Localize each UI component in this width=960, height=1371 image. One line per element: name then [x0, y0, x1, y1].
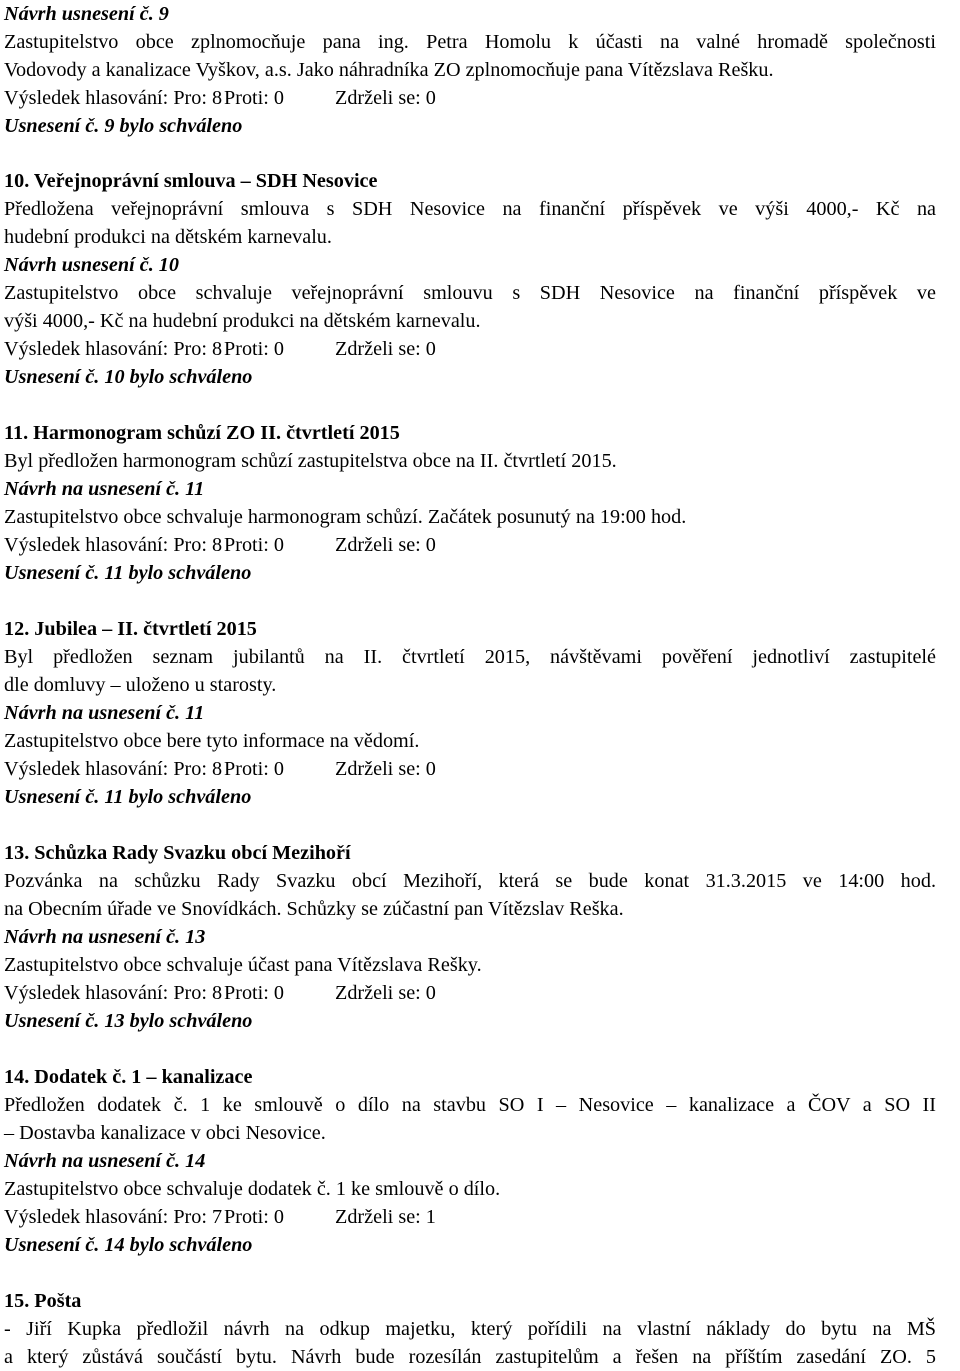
resolution-label: Návrh usnesení č. 10: [4, 254, 179, 276]
vote-result: [4, 531, 465, 559]
section-description: Pozvánka na schůzku Rady Svazku obcí Mezihoří, která se bude konat 31.3.2015 ve 14:00 hod.: [4, 870, 936, 892]
resolution-text: Zastupitelstvo obce zplnomocňuje pana ing. Petra Homolu k účasti na valné hromadě společnosti: [4, 31, 936, 53]
section-description: a který zůstává součástí bytu. Návrh bude rozesílán zastupitelům a řešen na příštím zasedání ZO. 5: [4, 1346, 936, 1368]
vote-pro: Výsledek hlasování: Pro: 8: [4, 338, 223, 360]
resolution-result: Usnesení č. 11 bylo schváleno: [4, 786, 252, 808]
resolution-result: Usnesení č. 14 bylo schváleno: [4, 1234, 253, 1256]
vote-pro: Výsledek hlasování: Pro: 7: [4, 1206, 223, 1228]
resolution-text: Vodovody a kanalizace Vyškov, a.s. Jako náhradníka ZO zplnomocňuje pana Vítězslava Rešku.: [4, 59, 774, 81]
section-description: dle domluvy – uloženo u starosty.: [4, 674, 277, 696]
section-heading: 11. Harmonogram schůzí ZO II. čtvrtletí 2015: [4, 422, 400, 444]
vote-proti: Proti: 0: [224, 982, 285, 1004]
vote-zdrzeli: Zdrželi se: 1: [335, 1206, 436, 1228]
section-description: Byl předložen seznam jubilantů na II. čtvrtletí 2015, návštěvami pověření jednotliví zastupitelé: [4, 646, 936, 668]
section-description: Byl předložen harmonogram schůzí zastupitelstva obce na II. čtvrtletí 2015.: [4, 450, 617, 472]
resolution-text: Zastupitelstvo obce schvaluje harmonogram schůzí. Začátek posunutý na 19:00 hod.: [4, 506, 687, 528]
resolution-text: Zastupitelstvo obce schvaluje dodatek č. 1 ke smlouvě o dílo.: [4, 1178, 501, 1200]
vote-pro: Výsledek hlasování: Pro: 8: [4, 534, 223, 556]
section-description: na Obecním úřade ve Snovídkách. Schůzky se zúčastní pan Vítězslav Reška.: [4, 898, 624, 920]
vote-zdrzeli: Zdrželi se: 0: [335, 534, 436, 556]
vote-result: [4, 335, 465, 363]
resolution-text: Zastupitelstvo obce bere tyto informace na vědomí.: [4, 730, 420, 752]
vote-proti: Proti: 0: [224, 534, 285, 556]
vote-zdrzeli: Zdrželi se: 0: [335, 982, 436, 1004]
resolution-result: Usnesení č. 9 bylo schváleno: [4, 115, 243, 137]
vote-result: [4, 755, 465, 783]
vote-result: [4, 1203, 465, 1231]
section-description: - Jiří Kupka předložil návrh na odkup majetku, který pořídili na vlastní náklady do bytu na MŠ: [4, 1318, 936, 1340]
vote-proti: Proti: 0: [224, 87, 285, 109]
resolution-text: Zastupitelstvo obce schvaluje účast pana Vítězslava Rešky.: [4, 954, 482, 976]
vote-proti: Proti: 0: [224, 1206, 285, 1228]
vote-result: [4, 979, 465, 1007]
vote-result: [4, 84, 465, 112]
vote-pro: Výsledek hlasování: Pro: 8: [4, 758, 223, 780]
resolution-result: Usnesení č. 13 bylo schváleno: [4, 1010, 253, 1032]
resolution-text: výši 4000,- Kč na hudební produkci na dětském karnevalu.: [4, 310, 481, 332]
resolution-label: Návrh na usnesení č. 11: [4, 478, 205, 500]
section-description: Předložena veřejnoprávní smlouva s SDH Nesovice na finanční příspěvek ve výši 4000,- Kč na: [4, 198, 936, 220]
resolution-label: Návrh na usnesení č. 13: [4, 926, 206, 948]
vote-zdrzeli: Zdrželi se: 0: [335, 87, 436, 109]
resolution-text: Zastupitelstvo obce schvaluje veřejnoprávní smlouvu s SDH Nesovice na finanční příspěvek ve: [4, 282, 936, 304]
resolution-result: Usnesení č. 10 bylo schváleno: [4, 366, 253, 388]
vote-pro: Výsledek hlasování: Pro: 8: [4, 87, 223, 109]
resolution-label: Návrh na usnesení č. 14: [4, 1150, 206, 1172]
vote-pro: Výsledek hlasování: Pro: 8: [4, 982, 223, 1004]
vote-proti: Proti: 0: [224, 338, 285, 360]
section-heading: 14. Dodatek č. 1 – kanalizace: [4, 1066, 253, 1088]
section-heading: 15. Pošta: [4, 1290, 82, 1312]
section-description: Předložen dodatek č. 1 ke smlouvě o dílo na stavbu SO I – Nesovice – kanalizace a ČOV a SO II: [4, 1094, 936, 1116]
vote-proti: Proti: 0: [224, 758, 285, 780]
vote-zdrzeli: Zdrželi se: 0: [335, 338, 436, 360]
resolution-label: Návrh usnesení č. 9: [4, 3, 169, 25]
section-heading: 13. Schůzka Rady Svazku obcí Mezihoří: [4, 842, 351, 864]
section-heading: 12. Jubilea – II. čtvrtletí 2015: [4, 618, 257, 640]
section-description: hudební produkci na dětském karnevalu.: [4, 226, 332, 248]
section-heading: 10. Veřejnoprávní smlouva – SDH Nesovice: [4, 170, 378, 192]
vote-zdrzeli: Zdrželi se: 0: [335, 758, 436, 780]
resolution-result: Usnesení č. 11 bylo schváleno: [4, 562, 252, 584]
resolution-label: Návrh na usnesení č. 11: [4, 702, 205, 724]
section-description: – Dostavba kanalizace v obci Nesovice.: [4, 1122, 326, 1144]
